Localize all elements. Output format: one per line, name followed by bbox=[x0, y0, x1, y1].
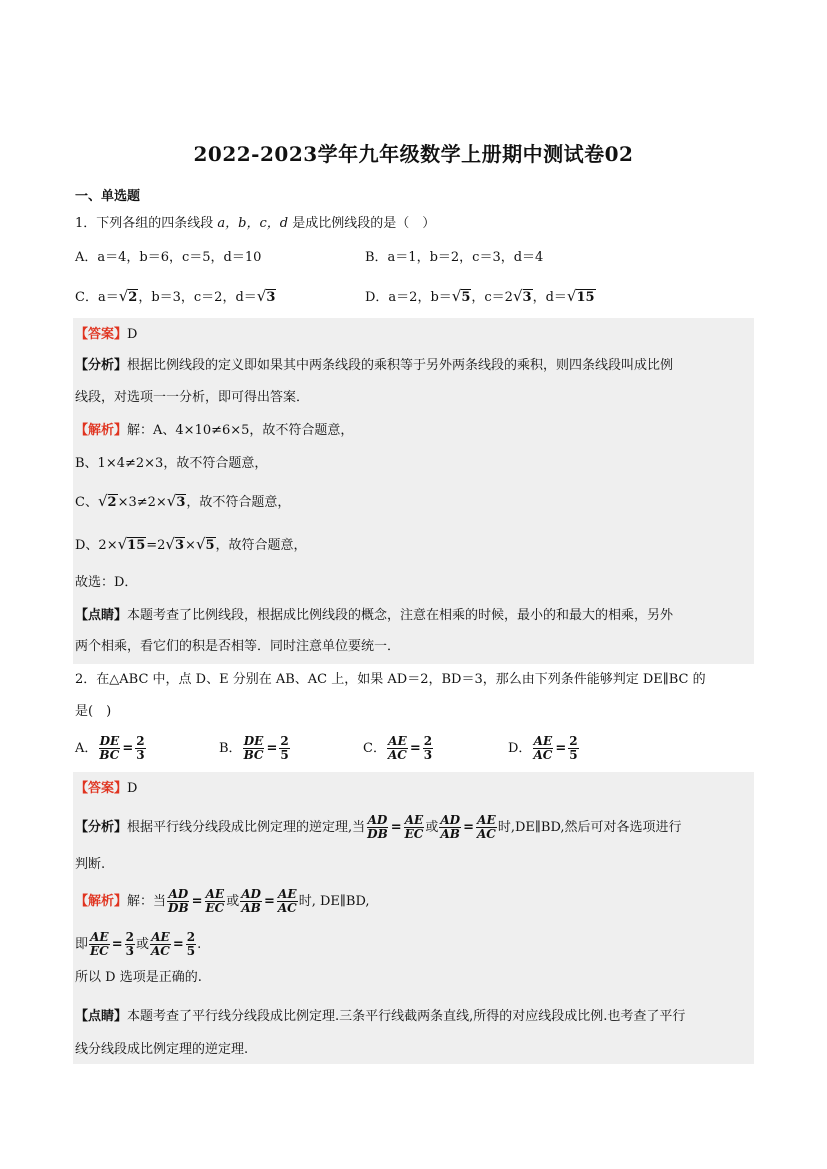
solution-tag: 【解析】 bbox=[75, 894, 128, 909]
fraction: $\frac{AD}{AB}$ bbox=[241, 887, 261, 915]
q2-answer bbox=[75, 780, 137, 798]
sqrt-15: √15 bbox=[566, 287, 595, 305]
stem-vars: a，b，c，d bbox=[217, 216, 289, 231]
fraction: $\frac{AE}{AC}$ bbox=[476, 813, 496, 841]
fraction: $\frac{AE}{AC}$ bbox=[151, 930, 170, 958]
q1-option-c bbox=[75, 287, 276, 307]
solution-text: 解：A、4×10≠6×5，故不符合题意， bbox=[127, 423, 354, 438]
q2-comment bbox=[75, 1008, 685, 1026]
sqrt-5: √5 bbox=[195, 535, 215, 553]
fraction: $\frac{DE}{BC}$ bbox=[243, 734, 264, 762]
q1-solution-a bbox=[75, 422, 353, 440]
question-2-stem-line2: 是( ) bbox=[75, 704, 112, 719]
q2-option-c: C． $\frac{AE}{AC}$ = $\frac{2}{3}$ bbox=[363, 734, 433, 762]
solution-tag: 【解析】 bbox=[75, 423, 128, 438]
fraction: $\frac{AD}{DB}$ bbox=[168, 887, 189, 915]
opt-text: ，c＝2 bbox=[471, 290, 513, 305]
stem-text: 1．下列各组的四条线段 bbox=[75, 216, 214, 231]
analysis-tag: 【分析】 bbox=[75, 820, 128, 835]
answer-value: D bbox=[127, 327, 138, 342]
comment-text: 本题考查了比例线段，根据成比例线段的概念，注意在相乘的时候，最小的和最大的相乘，另外 bbox=[127, 608, 674, 623]
q1-analysis bbox=[75, 357, 673, 375]
page-title: 2022-2023学年九年级数学上册期中测试卷02 bbox=[193, 142, 634, 166]
q1-answer bbox=[75, 326, 137, 344]
comment-tag: 【点睛】 bbox=[75, 1009, 128, 1024]
fraction: $\frac{AE}{AC}$ bbox=[277, 887, 297, 915]
question-1-stem bbox=[75, 215, 435, 233]
fraction: $\frac{2}{5}$ bbox=[186, 930, 196, 958]
opt-text: ，d＝ bbox=[532, 290, 567, 305]
sqrt-3: √3 bbox=[166, 492, 186, 510]
fraction: $\frac{AE}{AC}$ bbox=[533, 734, 553, 762]
q2-conclusion: 所以 D 选项是正确的. bbox=[75, 970, 202, 985]
q1-choose: 故选：D． bbox=[75, 575, 138, 590]
fraction: $\frac{AE}{EC}$ bbox=[404, 813, 424, 841]
fraction: $\frac{AE}{EC}$ bbox=[90, 930, 109, 958]
opt-text: C．a＝ bbox=[75, 290, 119, 305]
q1-analysis-line2: 线段，对选项一一分析，即可得出答案． bbox=[75, 390, 310, 405]
q1-option-a: A．a＝4，b＝6，c＝5，d＝10 bbox=[75, 250, 262, 265]
q2-option-d: D． $\frac{AE}{AC}$ = $\frac{2}{5}$ bbox=[508, 734, 578, 762]
fraction: $\frac{2}{3}$ bbox=[125, 930, 134, 958]
fraction: $\frac{AE}{EC}$ bbox=[205, 887, 225, 915]
opt-text: D．a＝2，b＝ bbox=[365, 290, 452, 305]
question-2-stem: 2．在△ABC 中，点 D、E 分别在 AB、AC 上，如果 AD＝2，BD＝3，那么由下列条件能够判定 DE∥BC 的 bbox=[75, 672, 706, 687]
fraction: $\frac{2}{3}$ bbox=[423, 734, 433, 762]
comment-text: 本题考查了平行线分线段成比例定理.三条平行线截两条直线,所得的对应线段成比例.也考查了平行 bbox=[127, 1009, 686, 1024]
q1-option-d bbox=[365, 287, 596, 307]
fraction: $\frac{AD}{AB}$ bbox=[440, 813, 461, 841]
sqrt-15: √15 bbox=[117, 535, 146, 553]
q1-solution-d: D、2×√15=2√3×√5，故符合题意， bbox=[75, 535, 307, 553]
q1-comment bbox=[75, 607, 673, 625]
fraction: $\frac{2}{5}$ bbox=[280, 734, 289, 762]
sqrt-2: √2 bbox=[97, 492, 117, 510]
answer-value: D bbox=[127, 781, 138, 796]
answer-tag: 【答案】 bbox=[75, 781, 128, 796]
q2-solution-line2: 即 $\frac{AE}{EC}$ = $\frac{2}{3}$ 或 $\frac{AE}{AC}$ = $\frac{2}{5}$ . bbox=[75, 930, 202, 958]
stem-text-end: 是成比例线段的是（ ） bbox=[292, 216, 436, 231]
fraction: $\frac{AD}{DB}$ bbox=[367, 813, 388, 841]
comment-tag: 【点睛】 bbox=[75, 608, 128, 623]
fraction: $\frac{2}{3}$ bbox=[136, 734, 145, 762]
sqrt-5: √5 bbox=[451, 287, 471, 305]
q1-comment-line2: 两个相乘，看它们的积是否相等．同时注意单位要统一． bbox=[75, 639, 401, 654]
analysis-text: 根据比例线段的定义即如果其中两条线段的乘积等于另外两条线段的乘积，则四条线段叫成比例 bbox=[127, 358, 674, 373]
answer-tag: 【答案】 bbox=[75, 327, 128, 342]
q2-analysis-line2: 判断. bbox=[75, 857, 106, 872]
fraction: $\frac{DE}{BC}$ bbox=[99, 734, 120, 762]
q2-solution: 【解析】解：当 $\frac{AD}{DB}$ = $\frac{AE}{EC}$ 或 $\frac{AD}{AB}$ = $\frac{AE}{AC}$ 时, DE∥BD, bbox=[75, 887, 370, 915]
q2-option-a: A． $\frac{DE}{BC}$ = $\frac{2}{3}$ bbox=[75, 734, 145, 762]
analysis-tag: 【分析】 bbox=[75, 358, 128, 373]
sqrt-2: √2 bbox=[118, 287, 138, 305]
sqrt-3: √3 bbox=[512, 287, 532, 305]
opt-text: ，b＝3，c＝2，d＝ bbox=[138, 290, 257, 305]
fraction: $\frac{AE}{AC}$ bbox=[387, 734, 407, 762]
q2-option-b: B． $\frac{DE}{BC}$ = $\frac{2}{5}$ bbox=[219, 734, 289, 762]
sqrt-3: √3 bbox=[165, 535, 185, 553]
q2-analysis: 【分析】根据平行线分线段成比例定理的逆定理,当 $\frac{AD}{DB}$ = $\frac{AE}{EC}$ 或 $\frac{AD}{AB}$ = $\frac{AE}{AC}$ 时,DE∥BD,然后可对各选项进行 bbox=[75, 813, 682, 841]
sqrt-3: √3 bbox=[256, 287, 276, 305]
q1-option-b: B．a＝1，b＝2，c＝3，d＝4 bbox=[365, 250, 544, 265]
q2-comment-line2: 线分线段成比例定理的逆定理. bbox=[75, 1042, 249, 1057]
fraction: $\frac{2}{5}$ bbox=[569, 734, 578, 762]
q1-solution-c: C、√2×3≠2×√3，故不符合题意， bbox=[75, 492, 291, 510]
q1-solution-b: B、1×4≠2×3，故不符合题意， bbox=[75, 456, 268, 471]
section-heading: 一、单选题 bbox=[75, 189, 141, 204]
